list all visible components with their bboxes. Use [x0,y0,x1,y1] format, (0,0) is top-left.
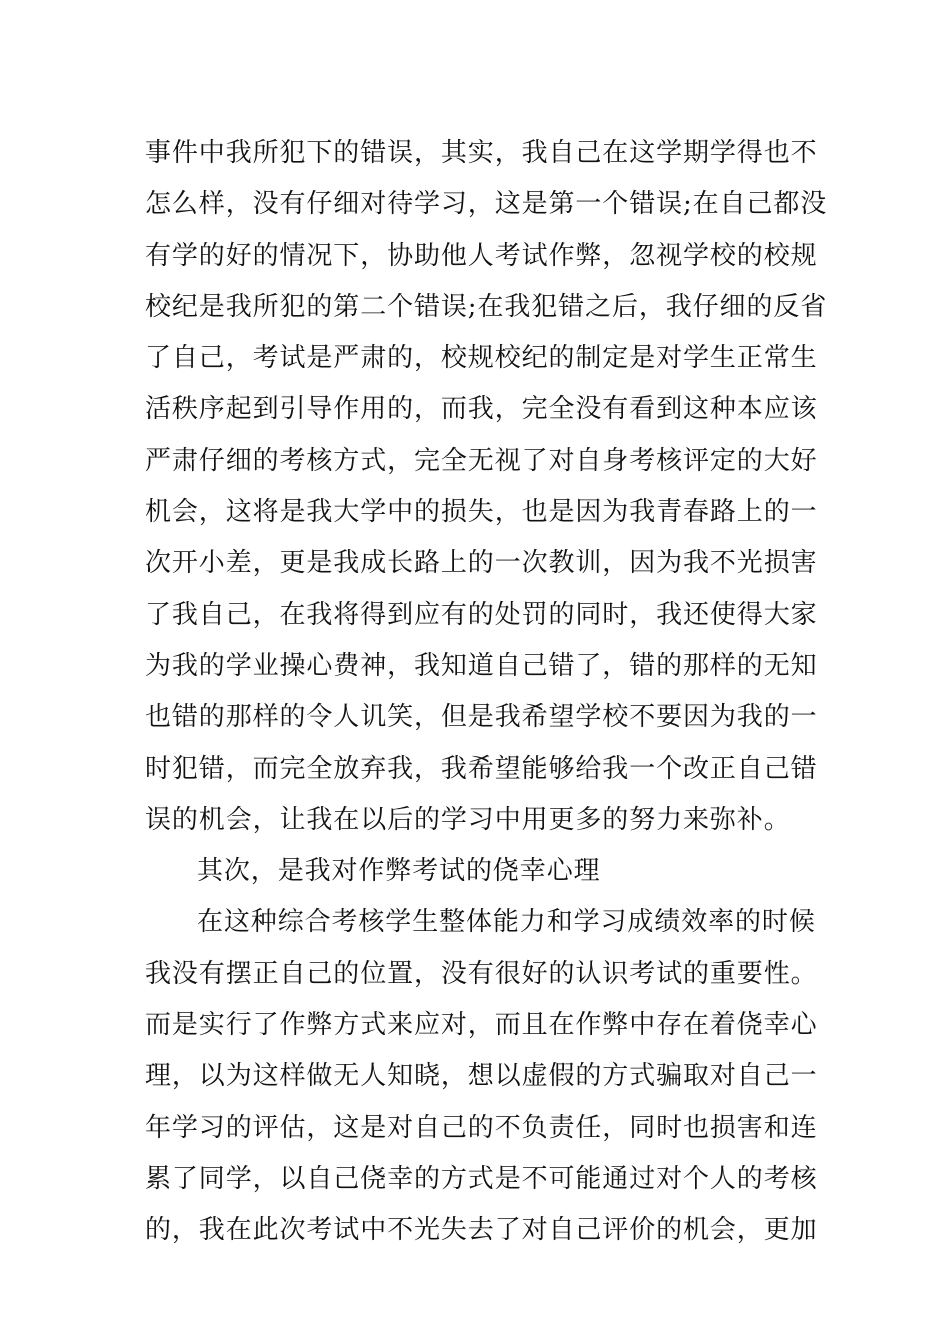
text-line: 活秩序起到引导作用的，而我，完全没有看到这种本应该 [145,394,818,425]
text-line: 机会，这将是我大学中的损失，也是因为我青春路上的一 [145,497,818,528]
text-line: 次开小差，更是我成长路上的一次教训，因为我不光损害 [145,548,818,579]
text-line: 时犯错，而完全放弃我，我希望能够给我一个改正自己错 [145,753,818,784]
text-line: 校纪是我所犯的第二个错误;在我犯错之后，我仔细的反省 [145,291,828,322]
section-heading: 其次，是我对作弊考试的侥幸心理 [197,856,601,887]
text-line: 误的机会，让我在以后的学习中用更多的努力来弥补。 [145,804,791,835]
text-line: 我没有摆正自己的位置，没有很好的认识考试的重要性。 [145,958,818,989]
document-body [145,128,828,1257]
text-line: 的，我在此次考试中不光失去了对自己评价的机会，更加 [145,1215,818,1246]
text-line: 为我的学业操心费神，我知道自己错了，错的那样的无知 [145,650,818,681]
text-line: 了我自己，在我将得到应有的处罚的同时，我还使得大家 [145,599,818,630]
text-line: 年学习的评估，这是对自己的不负责任，同时也损害和连 [145,1112,818,1143]
text-line: 而是实行了作弊方式来应对，而且在作弊中存在着侥幸心 [145,1010,818,1041]
text-line: 累了同学，以自己侥幸的方式是不可能通过对个人的考核 [145,1163,818,1194]
text-line: 了自己，考试是严肃的，校规校纪的制定是对学生正常生 [145,343,818,374]
text-line: 怎么样，没有仔细对待学习，这是第一个错误;在自己都没 [145,189,828,220]
text-line: 严肃仔细的考核方式，完全无视了对自身考核评定的大好 [145,445,818,476]
text-line: 也错的那样的令人讥笑，但是我希望学校不要因为我的一 [145,702,818,733]
text-line: 事件中我所犯下的错误，其实，我自己在这学期学得也不 [145,138,818,168]
text-line: 在这种综合考核学生整体能力和学习成绩效率的时候 [197,907,816,938]
text-line: 有学的好的情况下，协助他人考试作弊，忽视学校的校规 [145,240,818,271]
text-line: 理，以为这样做无人知晓，想以虚假的方式骗取对自己一 [145,1061,818,1092]
